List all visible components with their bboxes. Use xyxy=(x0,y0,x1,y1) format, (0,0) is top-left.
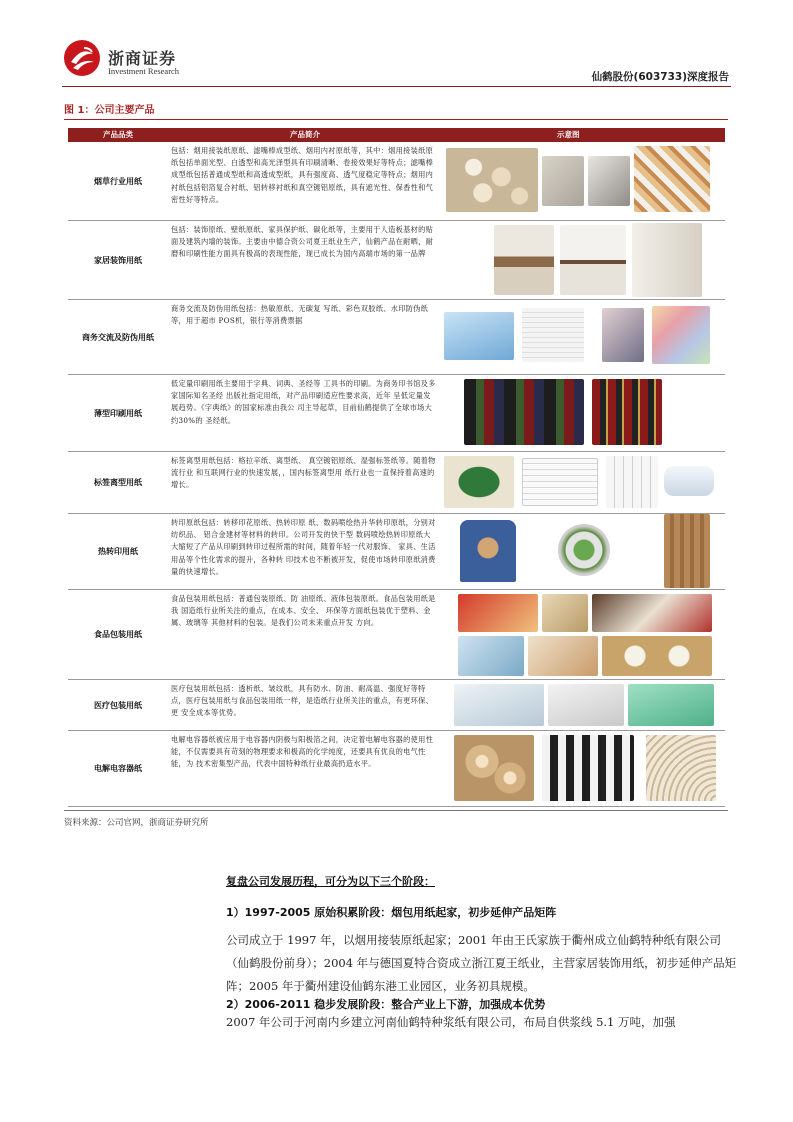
stage1-title: 1）1997-2005 原始积累阶段：烟包用纸起家，初步延伸产品矩阵 xyxy=(226,906,557,919)
row-images xyxy=(442,221,725,299)
wood-door-photo xyxy=(664,514,710,588)
foil-cup-photo xyxy=(588,156,630,206)
paper-bag-photo xyxy=(528,636,598,676)
dining-room-photo xyxy=(494,225,554,295)
row-description: 标签离型用纸包括：格拉辛纸、离型纸、 真空镀铝原纸、湿强标签纸等。随着物流行业 和互联网行业的快速发展，，国内标签离型用 纸行业也一直保持着高速的增长。 xyxy=(171,456,436,490)
label-sheet-photo xyxy=(606,456,658,508)
kitchen-photo xyxy=(632,223,702,297)
cigarette-sticks-photo xyxy=(634,146,710,212)
table-row xyxy=(68,452,725,514)
paper-roll-photo xyxy=(458,636,524,676)
beer-label-photo xyxy=(444,456,514,508)
medical-pack-photo xyxy=(548,684,624,726)
crepe-paper-photo xyxy=(628,684,714,726)
row-images xyxy=(442,452,725,513)
row-images xyxy=(442,375,725,451)
table-row xyxy=(68,300,725,375)
sanitary-pad-photo xyxy=(664,466,714,496)
stage2-title: 2）2006-2011 稳步发展阶段：整合产业上下游，加强成本优势 xyxy=(226,998,546,1011)
row-images xyxy=(442,142,725,220)
row-category: 烟草行业用纸 xyxy=(94,176,142,186)
row-description: 医疗包装用纸包括：透析纸、皱纹纸，具有防水、防油、耐高温、强度好等特 点，医疗包装用纸与食品包装用纸一样，是造纸行业所关注的重点，有更环保、更 安全成本等优势。 xyxy=(171,684,434,718)
figure-caption: 图 1：公司主要产品 xyxy=(64,105,155,116)
table-row xyxy=(68,142,725,221)
row-description: 低定量印刷用纸主要用于字典、词典、圣经等 工具书的印刷。为商务印书馆及多家国际知名圣经 出版社指定用纸，对产品印刷适应性要求高，近年 呈低定量发展趋势。《字典纸》的国家标准由我公 司主导起草，目前仙鹤提供了全球市场大约30%的 圣经纸。 xyxy=(171,379,436,425)
row-category: 医疗包装用纸 xyxy=(94,700,142,710)
row-description: 包括：烟用接装纸原纸、滤嘴棒成型纸、烟用内衬原纸等，其中：烟用接装纸原纸包括单面光型、白透型和高光泽型具有印刷清晰、卷接效果好等特点；滤嘴棒成型纸包括普通成型纸和高透成型纸，具有强度高、透气度稳定等特点；烟用内衬纸包括铝箔复合衬纸、铝转移衬纸和真空镀铝原纸，具有遮光性、保香性和气密性好等特点。 xyxy=(171,146,434,204)
col-header-description: 产品简介 xyxy=(290,130,320,139)
figure-source: 资料来源：公司官网，浙商证券研究所 xyxy=(64,818,209,828)
color-paper-photo xyxy=(602,308,644,362)
row-category: 商务交流及防伪用纸 xyxy=(82,332,154,342)
row-images xyxy=(442,590,725,679)
sterile-pouch-photo xyxy=(454,684,544,726)
dictionary-books-photo xyxy=(464,379,584,445)
snack-bag-photo xyxy=(458,594,538,632)
product-table xyxy=(68,128,725,773)
source-divider xyxy=(64,810,728,811)
row-images xyxy=(442,514,725,589)
row-category: 标签离型用纸 xyxy=(94,478,142,487)
row-category: 电解电容器纸 xyxy=(94,764,142,773)
row-images xyxy=(442,680,725,730)
cigarette-filter-photo xyxy=(446,148,538,212)
header-divider xyxy=(62,86,731,87)
row-category: 食品包装用纸 xyxy=(94,630,142,639)
row-images xyxy=(442,300,725,374)
section-intro: 复盘公司发展历程，可分为以下三个阶段： xyxy=(226,875,435,888)
candy-wrapper-photo xyxy=(542,594,588,632)
paper-rolls-photo xyxy=(454,735,534,801)
chocolate-photo xyxy=(592,594,712,632)
caption-divider xyxy=(64,119,728,120)
logo-text-cn: 浙商证券 xyxy=(108,49,177,68)
report-title: 仙鹤股份(603733)深度报告 xyxy=(591,71,729,83)
spiral-roll-photo xyxy=(646,735,716,801)
col-header-category: 产品品类 xyxy=(103,130,133,139)
stage1-paragraph: 公司成立于 1997 年，以烟用接装原纸起家；2001 年由王氏家族于衢州成立仙鹤特种纸有限公司（仙鹤股份前身）；2004 年与德国夏特合资成立浙江夏王纸业，主营家居装饰用纸，初步延伸产品矩阵；2005 年于衢州建设仙鹤东港工业园区，业务初具规模。 xyxy=(226,933,737,993)
table-header xyxy=(68,128,725,142)
bedroom-photo xyxy=(560,225,626,295)
paper-stack-photo xyxy=(652,306,710,364)
row-description: 转印原纸包括：转移印花原纸、热转印原 纸、数码喷绘热升华转印原纸，分别对纺织品、 铝合金建材等材料的转印。公司开发的快干型 数码喷绘热转印原纸大大缩短了产品从印刷到转印过程所需的时间，随着年轻一代对服饰、 家具、生活用品等个性化需求的提升，各种转 印技术也不断被开发，促使市场转印原纸消费 量的快速增长。 xyxy=(171,518,436,576)
row-description: 电解电容器纸被应用于电容器内阴极与阳极箔之间，决定着电解电容器的使用性 能，不仅需要具有苛刻的物理要求和极高的化学纯度，还要具有优良的电气性能，为 技术密集型产品，代表中国特种纸行业最高扔造水平。 xyxy=(171,735,434,769)
paper-cup-photo xyxy=(542,156,584,206)
row-category: 热转印用纸 xyxy=(98,547,138,556)
invoice-photo xyxy=(522,308,584,362)
stage2-paragraph: 2007 年公司于河南内乡建立河南仙鹤特种浆纸有限公司，布局自供浆线 5.1 万吨，加强 xyxy=(226,1015,676,1029)
row-description: 包括：装饰原纸、壁纸原纸、家具保护纸、碳化纸等，主要用于人造板基材的贴面及建筑内墙的装饰。主要由中德合资公司夏王纸业生产，仙鹤产品在耐晒，耐磨和印刷性能方面具有极高的表现性能，现已成长为国内高端市场的第一品牌 xyxy=(171,225,434,259)
dumpling-steamer-photo xyxy=(602,636,712,676)
row-description: 商务交流及防伪用纸包括：热敏原纸、无碳复 写纸、彩色双胶纸、水印防伪纸等，用于超市 POS机，银行等消费票据 xyxy=(171,304,429,326)
zheshang-logo-icon xyxy=(62,38,102,78)
logo-text-en: Investment Research xyxy=(108,66,180,76)
ticket-photo xyxy=(444,312,514,360)
table-row xyxy=(68,514,725,590)
table-row xyxy=(68,731,725,807)
table-row xyxy=(68,590,725,680)
row-category: 家居装饰用纸 xyxy=(94,255,142,265)
decorated-plate-photo xyxy=(558,524,610,576)
row-description: 食品包装用纸包括：普通包装原纸、防 油原纸、液体包装原纸。食品包装用纸是我 国造纸行业所关注的重点，在成本、安全、 环保等方面纸包装优于塑料、金属、玻璃等 其他材料的包装。是我们公司未来重点开发 方向。 xyxy=(171,594,436,628)
shipping-label-photo xyxy=(522,458,598,506)
bible-books-photo xyxy=(592,379,662,445)
col-header-image: 示意图 xyxy=(557,130,580,139)
page-header xyxy=(0,0,793,90)
tshirt-photo xyxy=(460,520,516,582)
table-row xyxy=(68,221,725,300)
row-category: 薄型印刷用纸 xyxy=(94,408,142,418)
table-row xyxy=(68,375,725,452)
table-row xyxy=(68,680,725,731)
capacitors-photo xyxy=(542,735,634,801)
row-images xyxy=(442,731,725,806)
